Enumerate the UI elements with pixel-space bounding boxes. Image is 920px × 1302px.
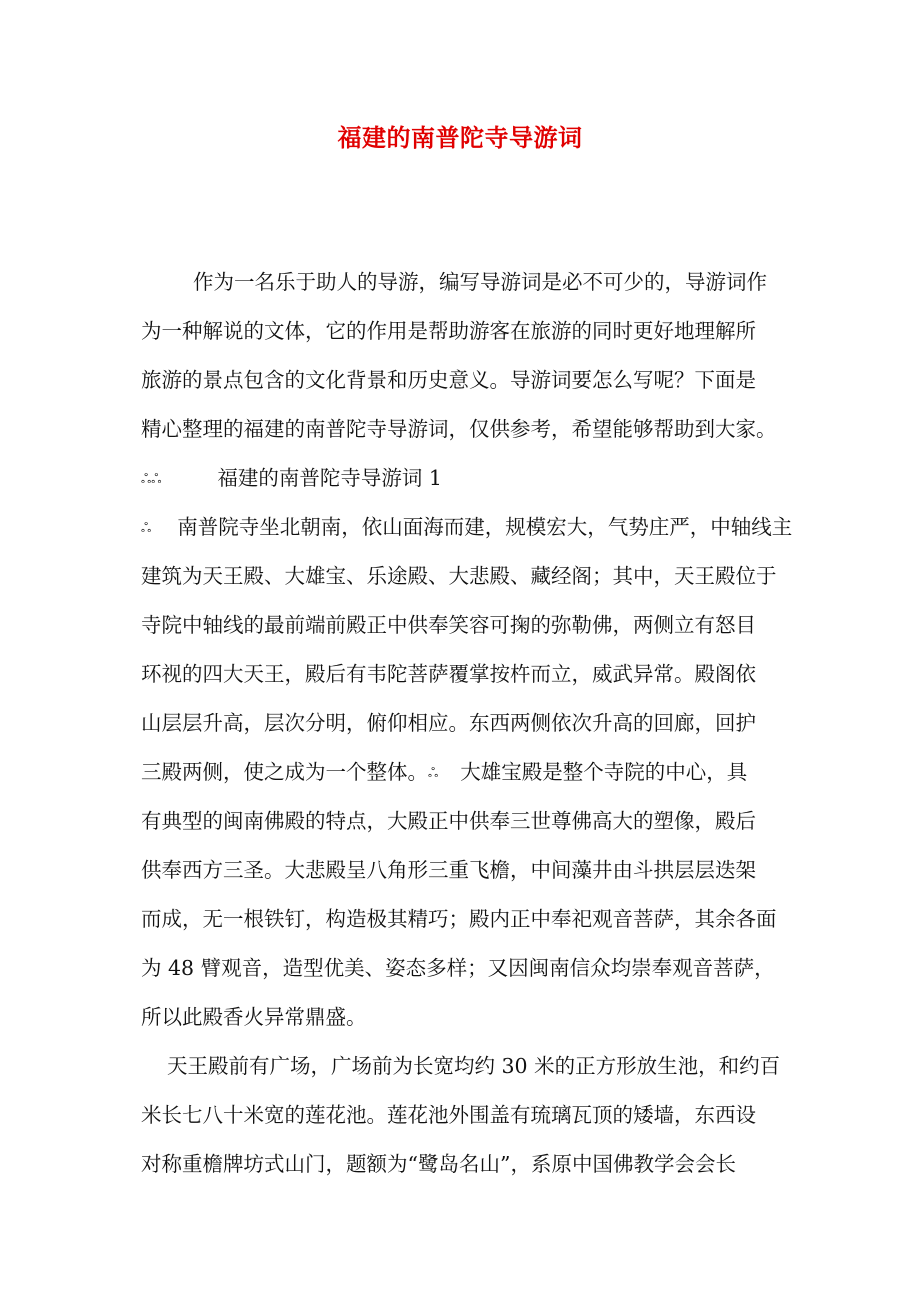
document-title: 福建的南普陀寺导游词 <box>337 123 583 152</box>
intro-line-2: 为一种解说的文体，它的作用是帮助游客在旅游的同时更好地理解所 <box>141 319 756 343</box>
section-heading: 福建的南普陀寺导游词 1 <box>217 466 442 490</box>
para2-line-1: 有典型的闽南佛殿的特点，大殿正中供奉三世尊佛高大的塑像，殿后 <box>141 809 756 833</box>
para1-line-2: 建筑为天王殿、大雄宝、乐途殿、大悲殿、藏经阁；其中，天王殿位于 <box>141 564 777 588</box>
bullet-mark-icon: ஃ <box>428 765 439 781</box>
bullet-mark-icon: ஃ <box>141 520 152 536</box>
para3-line-3: 对称重檐牌坊式山门，题额为“鹭岛名山”，系原中国佛教学会会长 <box>141 1152 736 1176</box>
para1-line-6 <box>141 757 801 789</box>
bullet-mark-icon: ஃ <box>151 471 162 487</box>
para1-line-3: 寺院中轴线的最前端前殿正中供奉笑容可掬的弥勒佛，两侧立有怒目 <box>141 613 756 637</box>
para2-line-3: 而成，无一根铁钉，构造极其精巧；殿内正中奉祀观音菩萨，其余各面 <box>141 907 777 931</box>
para1-text: 三殿两侧，使之成为一个整体。 <box>141 760 428 784</box>
para1-line-5: 山层层升高，层次分明，俯仰相应。东西两侧依次升高的回廊，回护 <box>141 711 756 735</box>
intro-line-3: 旅游的景点包含的文化背景和历史意义。导游词要怎么写呢？下面是 <box>141 368 756 392</box>
para1-line-1 <box>141 512 801 544</box>
intro-line-1: 作为一名乐于助人的导游，编写导游词是必不可少的，导游词作 <box>193 270 767 294</box>
para1-line-4: 环视的四大天王，殿后有韦陀菩萨覆掌按杵而立，威武异常。殿阁依 <box>141 662 756 686</box>
para2-start: 大雄宝殿是整个寺院的中心，具 <box>460 760 748 784</box>
para1-text: 南普院寺坐北朝南，依山面海而建，规模宏大，气势庄严，中轴线主 <box>177 515 793 539</box>
para2-line-2: 供奉西方三圣。大悲殿呈八角形三重飞檐，中间藻井由斗拱层层迭架 <box>141 858 756 882</box>
para3-line-1: 天王殿前有广场，广场前为长宽均约 30 米的正方形放生池，和约百 <box>167 1054 781 1078</box>
intro-line-4: 精心整理的福建的南普陀寺导游词，仅供参考，希望能够帮助到大家。 <box>141 417 777 441</box>
bullet-mark-icon: ஃ <box>141 471 152 487</box>
section-heading-row <box>141 463 801 495</box>
para2-line-4: 为 48 臂观音，造型优美、姿态多样；又因闽南信众均崇奉观音菩萨， <box>141 956 775 980</box>
para2-line-5: 所以此殿香火异常鼎盛。 <box>141 1005 367 1029</box>
para3-line-2: 米长七八十米宽的莲花池。莲花池外围盖有琉璃瓦顶的矮墙，东西设 <box>141 1103 756 1127</box>
